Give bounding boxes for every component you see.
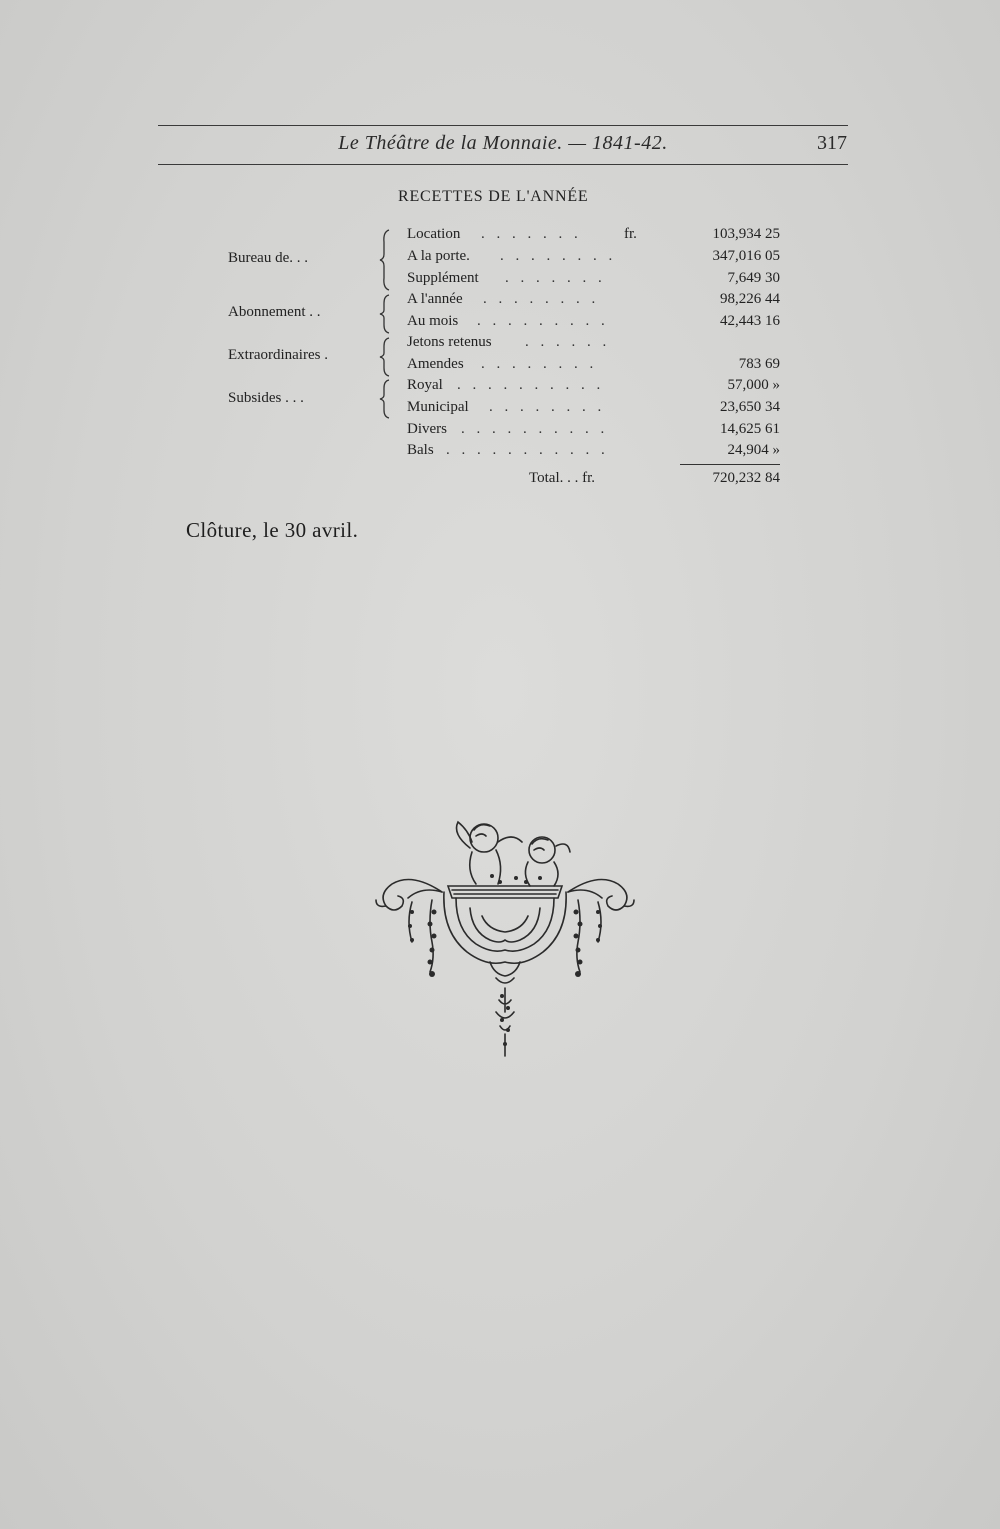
row-dots-a-la-porte: . . . . . . . . (500, 248, 617, 264)
group-label-abonnement: Abonnement . . (228, 304, 321, 320)
row-label-a-la-porte: A la porte. (407, 248, 470, 264)
row-dots-royal: . . . . . . . . . . (457, 377, 605, 393)
brace-bureau (378, 228, 392, 292)
brace-abonnement (378, 293, 392, 335)
row-label-royal: Royal (407, 377, 443, 393)
section-title: RECETTES DE L'ANNÉE (398, 188, 589, 205)
row-unit-location: fr. (624, 226, 637, 242)
total-amount: 720,232 84 (712, 470, 780, 486)
group-label-bureau: Bureau de. . . (228, 250, 308, 266)
page-number: 317 (817, 132, 847, 154)
total-label: Total. . . fr. (529, 470, 596, 486)
row-amount-divers: 14,625 61 (720, 421, 780, 437)
group-label-subsides: Subsides . . . (228, 390, 304, 406)
row-amount-au-mois: 42,443 16 (720, 313, 780, 329)
row-label-a-l-annee: A l'année (407, 291, 463, 307)
row-dots-municipal: . . . . . . . . (489, 399, 606, 415)
brace-extraordinaires (378, 336, 392, 378)
row-amount-location: 103,934 25 (712, 226, 780, 242)
row-label-supplement: Supplément (407, 270, 479, 286)
row-amount-royal: 57,000 » (727, 377, 780, 393)
closing-note: Clôture, le 30 avril. (186, 518, 359, 542)
row-dots-jetons-retenus: . . . . . . (525, 334, 611, 350)
brace-subsides (378, 378, 392, 420)
row-dots-location: . . . . . . . (481, 226, 582, 242)
running-header: Le Théâtre de la Monnaie. — 1841-42. (338, 132, 668, 154)
row-label-au-mois: Au mois (407, 313, 459, 329)
row-label-jetons-retenus: Jetons retenus (407, 334, 492, 350)
row-dots-au-mois: . . . . . . . . . (477, 313, 609, 329)
row-amount-municipal: 23,650 34 (720, 399, 780, 415)
row-dots-divers: . . . . . . . . . . (461, 421, 609, 437)
row-amount-a-la-porte: 347,016 05 (712, 248, 780, 264)
row-label-location: Location (407, 226, 461, 242)
row-label-amendes: Amendes (407, 356, 464, 372)
header-rule-bottom (158, 164, 848, 165)
row-amount-a-l-annee: 98,226 44 (720, 291, 780, 307)
row-amount-bals: 24,904 » (727, 442, 780, 458)
row-amount-amendes: 783 69 (738, 356, 780, 372)
row-dots-bals: . . . . . . . . . . . (446, 442, 609, 458)
total-rule (680, 464, 780, 465)
row-dots-amendes: . . . . . . . . (481, 356, 598, 372)
group-label-extraordinaires: Extraordinaires . (228, 347, 328, 363)
row-label-bals: Bals (407, 442, 434, 458)
row-label-divers: Divers (407, 421, 447, 437)
row-amount-supplement: 7,649 30 (727, 270, 780, 286)
row-dots-supplement: . . . . . . . (505, 270, 606, 286)
row-dots-a-l-annee: . . . . . . . . (483, 291, 600, 307)
header-rule-top (158, 125, 848, 126)
row-label-municipal: Municipal (407, 399, 469, 415)
ornament-vignette-icon (372, 812, 638, 1062)
